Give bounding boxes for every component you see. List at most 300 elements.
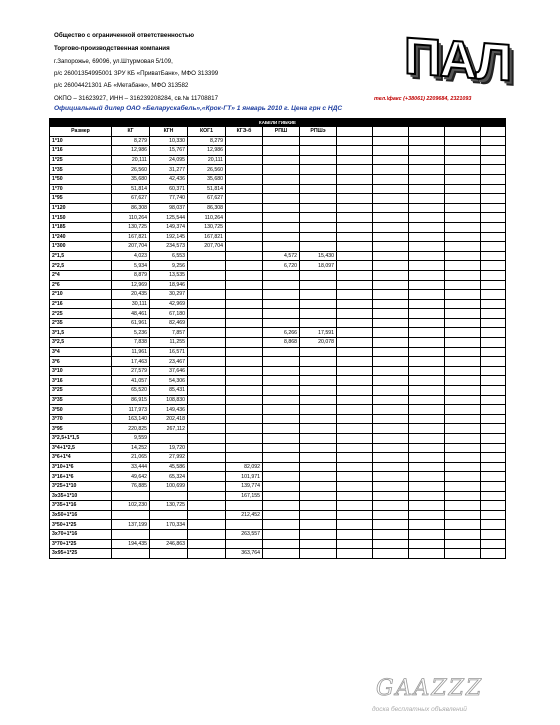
price-cell xyxy=(373,184,409,194)
price-cell xyxy=(300,424,337,434)
price-cell xyxy=(263,222,300,232)
price-cell xyxy=(445,222,481,232)
price-cell xyxy=(263,520,300,530)
price-cell xyxy=(445,386,481,396)
price-cell xyxy=(373,203,409,213)
price-cell xyxy=(373,194,409,204)
price-cell xyxy=(409,405,445,415)
cable-size: 2*4 xyxy=(50,270,112,280)
cable-size: 1*70 xyxy=(50,184,112,194)
price-cell: 246,863 xyxy=(150,539,188,549)
price-cell xyxy=(445,395,481,405)
price-cell xyxy=(263,481,300,491)
price-cell xyxy=(226,203,263,213)
price-cell xyxy=(263,194,300,204)
cable-size: 1*150 xyxy=(50,213,112,223)
price-cell xyxy=(409,357,445,367)
price-cell xyxy=(226,520,263,530)
price-cell xyxy=(373,357,409,367)
price-cell xyxy=(445,491,481,501)
price-cell xyxy=(226,357,263,367)
price-cell xyxy=(300,414,337,424)
price-cell xyxy=(188,453,226,463)
price-cell xyxy=(373,481,409,491)
price-cell xyxy=(112,549,150,559)
price-cell: 67,180 xyxy=(150,309,188,319)
price-cell xyxy=(337,261,373,271)
price-cell xyxy=(445,357,481,367)
cable-size: 3*95 xyxy=(50,424,112,434)
price-cell xyxy=(337,366,373,376)
price-cell: 125,544 xyxy=(150,213,188,223)
price-cell xyxy=(445,453,481,463)
price-cell xyxy=(188,549,226,559)
price-cell: 207,704 xyxy=(112,242,150,252)
price-cell: 130,725 xyxy=(112,222,150,232)
price-cell xyxy=(300,136,337,146)
cable-size: 3*10+1*6 xyxy=(50,462,112,472)
price-cell: 234,573 xyxy=(150,242,188,252)
price-cell xyxy=(373,424,409,434)
price-cell xyxy=(112,529,150,539)
price-cell xyxy=(337,510,373,520)
cable-size: 3*50+1*25 xyxy=(50,520,112,530)
price-cell xyxy=(337,472,373,482)
price-cell xyxy=(445,155,481,165)
price-cell: 170,334 xyxy=(150,520,188,530)
price-cell: 139,774 xyxy=(226,481,263,491)
table-row xyxy=(50,443,506,453)
cable-size: 3*1,5 xyxy=(50,328,112,338)
price-cell: 4,023 xyxy=(112,251,150,261)
price-cell xyxy=(300,520,337,530)
price-cell: 7,838 xyxy=(112,338,150,348)
price-cell xyxy=(445,309,481,319)
price-cell xyxy=(481,338,506,348)
watermark-tagline: доска бесплатных объявлений xyxy=(372,706,467,713)
price-cell: 33,444 xyxy=(112,462,150,472)
price-cell: 41,057 xyxy=(112,376,150,386)
price-cell: 137,199 xyxy=(112,520,150,530)
price-cell: 45,586 xyxy=(150,462,188,472)
price-cell xyxy=(409,242,445,252)
price-cell: 20,078 xyxy=(300,338,337,348)
price-cell: 101,971 xyxy=(226,472,263,482)
price-cell: 42,436 xyxy=(150,174,188,184)
price-cell xyxy=(226,165,263,175)
price-cell xyxy=(226,386,263,396)
price-cell xyxy=(481,203,506,213)
price-cell xyxy=(445,376,481,386)
price-cell xyxy=(445,462,481,472)
price-cell xyxy=(226,232,263,242)
table-row xyxy=(50,203,506,213)
price-cell xyxy=(300,194,337,204)
price-cell: 100,699 xyxy=(150,481,188,491)
price-cell xyxy=(300,549,337,559)
table-row xyxy=(50,539,506,549)
price-cell xyxy=(409,280,445,290)
price-cell xyxy=(263,309,300,319)
price-cell xyxy=(263,242,300,252)
cable-size: 3*4+1*2,5 xyxy=(50,443,112,453)
price-cell xyxy=(300,472,337,482)
price-cell xyxy=(481,318,506,328)
price-cell xyxy=(481,539,506,549)
price-cell xyxy=(337,549,373,559)
price-cell xyxy=(409,194,445,204)
table-row xyxy=(50,270,506,280)
price-cell: 220,825 xyxy=(112,424,150,434)
cable-size: 3*25 xyxy=(50,386,112,396)
price-cell xyxy=(226,347,263,357)
column-header: РПШ xyxy=(263,127,300,137)
table-row xyxy=(50,434,506,444)
watermark-logo: GAAZZZ xyxy=(376,676,484,701)
cable-size: 1*95 xyxy=(50,194,112,204)
price-cell xyxy=(337,491,373,501)
price-cell xyxy=(445,338,481,348)
table-row xyxy=(50,174,506,184)
price-cell xyxy=(373,414,409,424)
price-cell xyxy=(409,184,445,194)
price-cell xyxy=(409,443,445,453)
price-cell xyxy=(226,299,263,309)
price-cell xyxy=(481,222,506,232)
price-cell: 35,680 xyxy=(188,174,226,184)
price-cell xyxy=(300,290,337,300)
price-cell xyxy=(263,290,300,300)
price-cell xyxy=(263,462,300,472)
price-cell: 9,559 xyxy=(112,434,150,444)
price-cell xyxy=(481,443,506,453)
price-cell: 65,520 xyxy=(112,386,150,396)
price-cell xyxy=(337,357,373,367)
price-cell xyxy=(188,251,226,261)
price-cell xyxy=(188,529,226,539)
price-cell xyxy=(445,520,481,530)
price-cell xyxy=(263,539,300,549)
price-cell xyxy=(481,462,506,472)
table-row xyxy=(50,338,506,348)
table-row xyxy=(50,146,506,156)
price-cell xyxy=(481,299,506,309)
price-cell xyxy=(373,328,409,338)
price-cell: 19,720 xyxy=(150,443,188,453)
table-row xyxy=(50,155,506,165)
price-cell xyxy=(337,270,373,280)
cable-size: 1*240 xyxy=(50,232,112,242)
price-cell xyxy=(263,405,300,415)
price-cell xyxy=(337,165,373,175)
price-cell xyxy=(373,453,409,463)
price-cell xyxy=(373,501,409,511)
price-cell: 48,461 xyxy=(112,309,150,319)
price-cell xyxy=(263,434,300,444)
price-cell xyxy=(300,242,337,252)
price-cell xyxy=(481,347,506,357)
price-cell xyxy=(445,242,481,252)
price-cell xyxy=(150,549,188,559)
price-cell: 42,969 xyxy=(150,299,188,309)
price-cell xyxy=(337,242,373,252)
price-cell xyxy=(188,376,226,386)
price-cell xyxy=(337,405,373,415)
price-cell xyxy=(481,165,506,175)
price-cell xyxy=(373,386,409,396)
price-cell xyxy=(188,443,226,453)
price-cell xyxy=(188,539,226,549)
column-header xyxy=(337,127,373,137)
price-cell xyxy=(226,146,263,156)
price-cell xyxy=(481,136,506,146)
price-cell xyxy=(409,222,445,232)
price-cell xyxy=(481,453,506,463)
price-cell xyxy=(337,146,373,156)
cable-size: 3x70+1*16 xyxy=(50,529,112,539)
price-cell: 26,560 xyxy=(112,165,150,175)
price-cell: 6,720 xyxy=(263,261,300,271)
cable-size: 3*2,5+1*1,5 xyxy=(50,434,112,444)
price-cell: 23,467 xyxy=(150,357,188,367)
price-cell xyxy=(409,386,445,396)
price-cell xyxy=(373,146,409,156)
price-cell xyxy=(263,184,300,194)
price-cell: 4,572 xyxy=(263,251,300,261)
cable-size: 3*50 xyxy=(50,405,112,415)
price-cell xyxy=(481,366,506,376)
price-cell xyxy=(445,280,481,290)
cable-size: 3*6+1*4 xyxy=(50,453,112,463)
price-cell xyxy=(226,395,263,405)
table-row xyxy=(50,405,506,415)
table-row xyxy=(50,184,506,194)
price-cell xyxy=(263,424,300,434)
price-cell xyxy=(337,203,373,213)
price-cell xyxy=(337,136,373,146)
price-cell xyxy=(188,366,226,376)
price-cell xyxy=(226,328,263,338)
price-cell xyxy=(373,520,409,530)
price-cell xyxy=(337,453,373,463)
price-cell xyxy=(226,242,263,252)
price-cell: 76,885 xyxy=(112,481,150,491)
price-cell: 82,469 xyxy=(150,318,188,328)
price-cell xyxy=(409,395,445,405)
price-cell xyxy=(188,414,226,424)
price-cell xyxy=(188,395,226,405)
price-cell: 37,646 xyxy=(150,366,188,376)
table-row xyxy=(50,424,506,434)
company-registration: ОКПО – 31623927, ИНН – 316239208284, св.№ 11708817 xyxy=(54,95,219,102)
price-cell xyxy=(481,386,506,396)
cable-size: 1*300 xyxy=(50,242,112,252)
price-cell: 27,992 xyxy=(150,453,188,463)
price-cell xyxy=(337,338,373,348)
price-cell xyxy=(445,251,481,261)
price-cell xyxy=(337,184,373,194)
price-cell xyxy=(373,174,409,184)
price-cell xyxy=(445,261,481,271)
table-row xyxy=(50,386,506,396)
price-cell xyxy=(409,338,445,348)
price-cell xyxy=(263,165,300,175)
price-cell xyxy=(226,453,263,463)
price-cell xyxy=(300,174,337,184)
price-cell xyxy=(409,290,445,300)
price-cell xyxy=(263,386,300,396)
price-cell xyxy=(409,155,445,165)
price-cell xyxy=(150,510,188,520)
price-cell xyxy=(409,136,445,146)
price-cell xyxy=(445,434,481,444)
price-cell xyxy=(188,347,226,357)
price-cell xyxy=(300,434,337,444)
price-cell xyxy=(188,338,226,348)
price-cell xyxy=(337,414,373,424)
price-cell xyxy=(373,261,409,271)
price-cell xyxy=(373,213,409,223)
price-cell xyxy=(373,347,409,357)
price-cell xyxy=(409,261,445,271)
price-cell xyxy=(409,165,445,175)
table-row xyxy=(50,299,506,309)
price-cell xyxy=(409,318,445,328)
price-cell xyxy=(445,549,481,559)
price-cell xyxy=(188,270,226,280)
price-cell xyxy=(445,318,481,328)
column-header: РПШэ xyxy=(300,127,337,137)
price-cell xyxy=(226,222,263,232)
price-cell xyxy=(300,491,337,501)
price-cell xyxy=(188,299,226,309)
column-header: КГ xyxy=(112,127,150,137)
price-cell xyxy=(263,366,300,376)
price-cell xyxy=(409,366,445,376)
price-cell xyxy=(337,328,373,338)
cable-size: 1*35 xyxy=(50,165,112,175)
price-cell xyxy=(409,520,445,530)
price-cell: 54,306 xyxy=(150,376,188,386)
price-cell xyxy=(409,213,445,223)
price-cell xyxy=(226,174,263,184)
price-cell xyxy=(481,414,506,424)
price-cell xyxy=(226,405,263,415)
price-cell: 6,553 xyxy=(150,251,188,261)
price-cell xyxy=(445,529,481,539)
price-cell: 12,969 xyxy=(112,280,150,290)
table-row xyxy=(50,520,506,530)
price-cell xyxy=(445,270,481,280)
cable-size: 3*35+1*16 xyxy=(50,501,112,511)
price-cell: 21,065 xyxy=(112,453,150,463)
price-cell xyxy=(373,338,409,348)
company-logo: ПАЛ xyxy=(404,27,511,93)
price-cell xyxy=(337,251,373,261)
price-cell xyxy=(263,501,300,511)
table-row xyxy=(50,414,506,424)
price-cell xyxy=(188,481,226,491)
cable-size: 1*25 xyxy=(50,155,112,165)
price-cell xyxy=(481,184,506,194)
cable-size: 3*6 xyxy=(50,357,112,367)
price-cell xyxy=(409,270,445,280)
price-cell xyxy=(373,290,409,300)
column-header xyxy=(373,127,409,137)
price-cell xyxy=(445,501,481,511)
price-cell xyxy=(300,165,337,175)
table-row xyxy=(50,242,506,252)
price-cell xyxy=(300,184,337,194)
price-cell: 60,371 xyxy=(150,184,188,194)
price-cell xyxy=(445,414,481,424)
price-cell: 194,435 xyxy=(112,539,150,549)
price-cell xyxy=(373,549,409,559)
price-cell: 15,430 xyxy=(300,251,337,261)
price-cell: 30,297 xyxy=(150,290,188,300)
price-cell xyxy=(481,261,506,271)
price-cell: 18,097 xyxy=(300,261,337,271)
cable-size: 2*6 xyxy=(50,280,112,290)
cable-size: 2*2,5 xyxy=(50,261,112,271)
price-cell: 11,961 xyxy=(112,347,150,357)
price-cell xyxy=(481,213,506,223)
price-cell: 86,308 xyxy=(112,203,150,213)
price-cell: 108,830 xyxy=(150,395,188,405)
table-row xyxy=(50,395,506,405)
table-row xyxy=(50,472,506,482)
price-cell: 167,821 xyxy=(188,232,226,242)
price-cell xyxy=(263,299,300,309)
price-cell xyxy=(188,261,226,271)
price-cell xyxy=(409,501,445,511)
price-cell xyxy=(263,510,300,520)
price-cell xyxy=(481,280,506,290)
price-cell xyxy=(373,366,409,376)
cable-size: 3*25+1*10 xyxy=(50,481,112,491)
price-cell xyxy=(337,462,373,472)
price-cell xyxy=(300,347,337,357)
price-cell: 26,560 xyxy=(188,165,226,175)
price-cell xyxy=(481,155,506,165)
price-cell: 202,418 xyxy=(150,414,188,424)
price-cell xyxy=(226,318,263,328)
price-cell: 263,557 xyxy=(226,529,263,539)
price-cell xyxy=(300,386,337,396)
dealer-price-note: Официальный дилер ОАО «Беларускабель»,«Крок-ГТ» 1 январь 2010 г. Цена грн с НДС xyxy=(54,105,343,112)
table-row xyxy=(50,213,506,223)
section-title-row xyxy=(50,119,506,127)
price-cell: 8,879 xyxy=(112,270,150,280)
table-row xyxy=(50,232,506,242)
price-cell xyxy=(300,357,337,367)
table-row xyxy=(50,481,506,491)
price-cell xyxy=(445,443,481,453)
price-cell xyxy=(188,309,226,319)
column-header-row xyxy=(50,127,506,137)
price-cell xyxy=(263,443,300,453)
price-cell xyxy=(263,491,300,501)
price-cell xyxy=(300,510,337,520)
price-cell xyxy=(445,472,481,482)
price-cell: 192,145 xyxy=(150,232,188,242)
price-cell xyxy=(337,443,373,453)
price-cell: 31,277 xyxy=(150,165,188,175)
price-cell xyxy=(337,280,373,290)
price-cell: 8,868 xyxy=(263,338,300,348)
price-cell: 86,915 xyxy=(112,395,150,405)
price-cell xyxy=(373,529,409,539)
